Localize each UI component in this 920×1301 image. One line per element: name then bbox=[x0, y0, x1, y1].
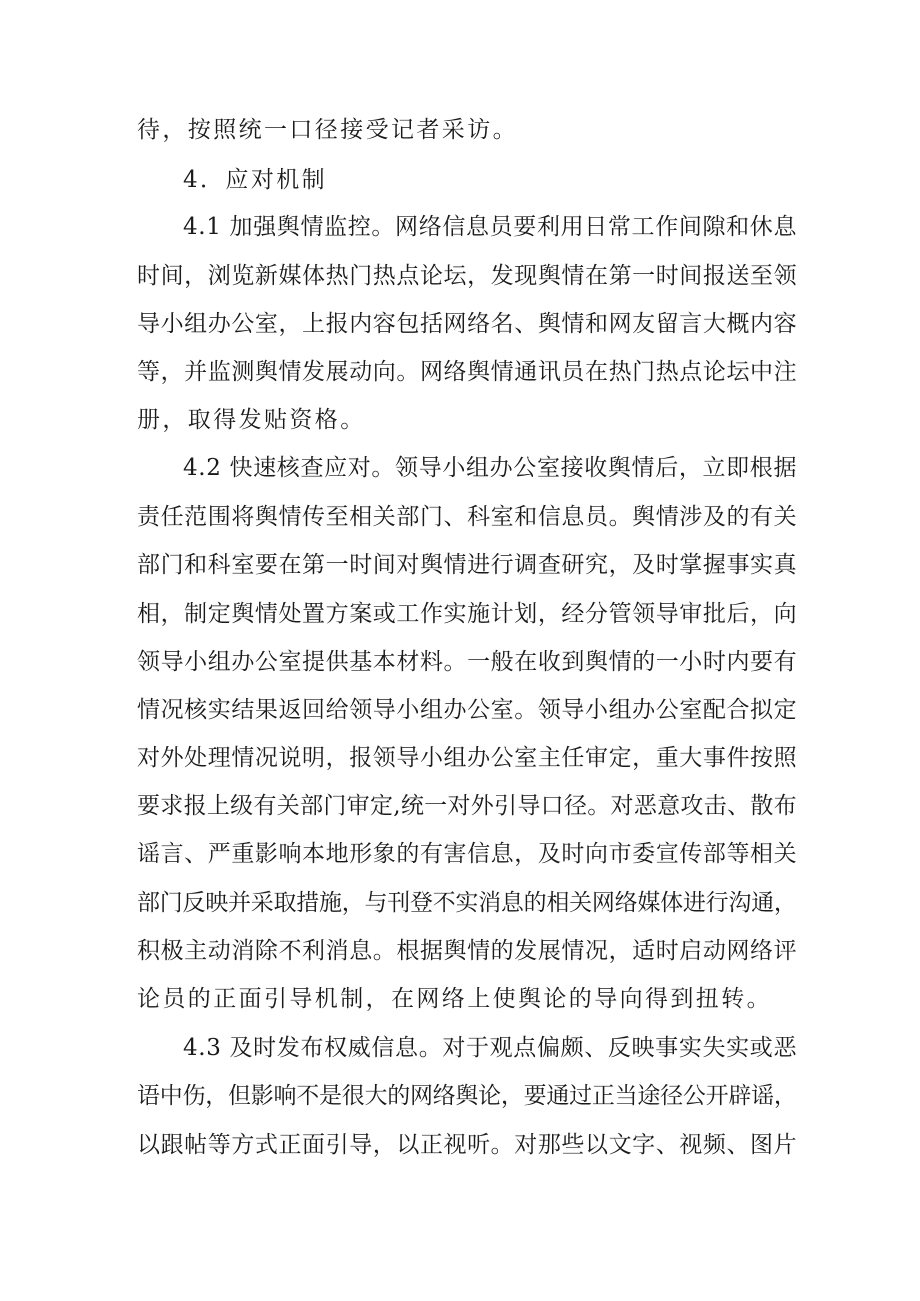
text-line: 相，制定舆情处置方案或工作实施计划，经分管领导审批后，向 bbox=[137, 601, 798, 627]
text-line: 部门反映并采取措施，与刊登不实消息的相关网络媒体进行沟通， bbox=[137, 890, 797, 916]
text-line: 等，并监测舆情发展动向。网络舆情通讯员在热门热点论坛中注 bbox=[137, 359, 798, 385]
text-line: 对外处理情况说明，报领导小组办公室主任审定，重大事件按照 bbox=[137, 745, 798, 771]
text-line: 导小组办公室，上报内容包括网络名、舆情和网友留言大概内容 bbox=[137, 311, 798, 337]
text-line: 领导小组办公室提供基本材料。一般在收到舆情的一小时内要有 bbox=[137, 649, 798, 675]
text-line: 部门和科室要在第一时间对舆情进行调查研究，及时掌握事实真 bbox=[137, 552, 798, 578]
text-line: 时间，浏览新媒体热门热点论坛，发现舆情在第一时间报送至领 bbox=[137, 263, 798, 289]
text-line: 4.2 快速核查应对。领导小组办公室接收舆情后，立即根据 bbox=[183, 455, 798, 481]
section-heading: 4．应对机制 bbox=[183, 167, 328, 193]
text-line: 4.1 加强舆情监控。网络信息员要利用日常工作间隙和休息 bbox=[183, 214, 798, 240]
text-line: 待，按照统一口径接受记者采访。 bbox=[137, 117, 518, 143]
text-line: 谣言、严重影响本地形象的有害信息，及时向市委宣传部等相关 bbox=[137, 841, 798, 867]
text-line: 论员的正面引导机制，在网络上使舆论的导向得到扭转。 bbox=[137, 986, 772, 1012]
text-line: 语中伤，但影响不是很大的网络舆论，要通过正当途径公开辟谣， bbox=[137, 1083, 797, 1109]
text-line: 册，取得发贴资格。 bbox=[137, 407, 366, 433]
text-line: 责任范围将舆情传至相关部门、科室和信息员。舆情涉及的有关 bbox=[137, 504, 798, 530]
text-line: 情况核实结果返回给领导小组办公室。领导小组办公室配合拟定 bbox=[137, 697, 798, 723]
text-line: 以跟帖等方式正面引导，以正视听。对那些以文字、视频、图片 bbox=[137, 1132, 798, 1158]
text-line: 4.3 及时发布权威信息。对于观点偏颇、反映事实失实或恶 bbox=[183, 1035, 798, 1061]
text-line: 积极主动消除不利消息。根据舆情的发展情况，适时启动网络评 bbox=[137, 938, 798, 964]
text-line: 要求报上级有关部门审定,统一对外引导口径。对恶意攻击、散布 bbox=[137, 793, 797, 819]
